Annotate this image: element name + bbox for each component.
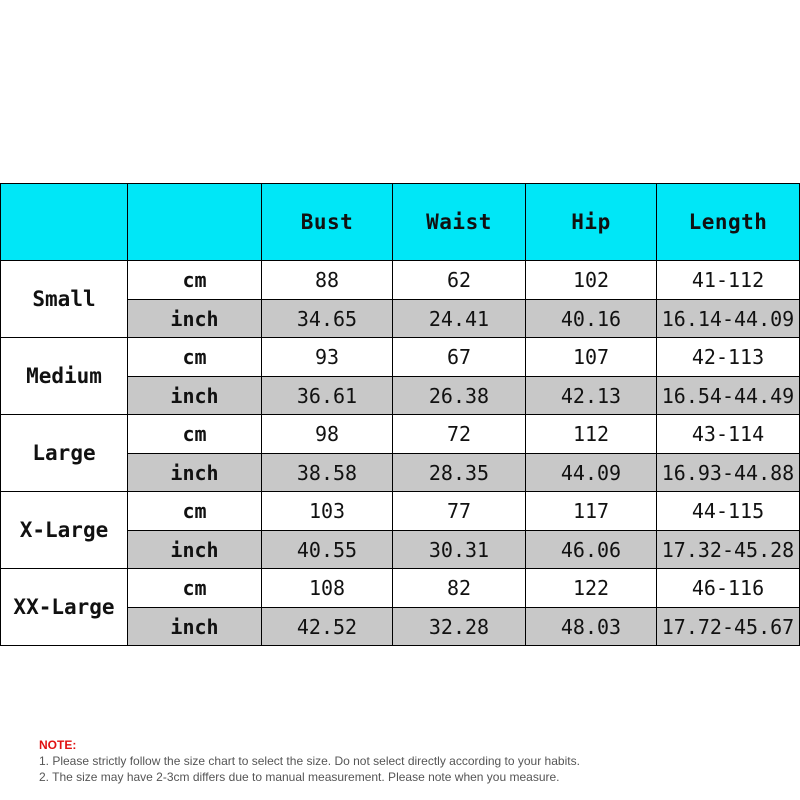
waist-cell: 30.31: [393, 531, 526, 569]
unit-label: inch: [128, 377, 262, 415]
unit-label: inch: [128, 531, 262, 569]
table-row: [1, 261, 800, 300]
note-block: [39, 737, 580, 785]
length-cell: 16.14-44.09: [657, 300, 800, 338]
waist-cell: 72: [393, 415, 526, 454]
waist-cell: 67: [393, 338, 526, 377]
length-cell: 46-116: [657, 569, 800, 608]
waist-cell: 62: [393, 261, 526, 300]
note-title: NOTE:: [39, 738, 77, 752]
header-cell-waist: Waist: [393, 184, 526, 261]
waist-cell: 82: [393, 569, 526, 608]
unit-label: cm: [128, 415, 262, 454]
waist-cell: 24.41: [393, 300, 526, 338]
size-label: Small: [1, 261, 128, 338]
waist-cell: 26.38: [393, 377, 526, 415]
hip-cell: 107: [526, 338, 657, 377]
size-chart-table: [0, 183, 800, 646]
hip-cell: 112: [526, 415, 657, 454]
table-row: [1, 492, 800, 531]
bust-cell: 103: [262, 492, 393, 531]
note-line: 2. The size may have 2-3cm differs due to manual measurement. Please note when you measure.: [39, 770, 560, 784]
waist-cell: 32.28: [393, 608, 526, 646]
bust-cell: 42.52: [262, 608, 393, 646]
table-row: [1, 569, 800, 608]
unit-label: inch: [128, 454, 262, 492]
hip-cell: 117: [526, 492, 657, 531]
bust-cell: 108: [262, 569, 393, 608]
hip-cell: 44.09: [526, 454, 657, 492]
length-cell: 17.32-45.28: [657, 531, 800, 569]
table-row: [1, 338, 800, 377]
length-cell: 16.54-44.49: [657, 377, 800, 415]
bust-cell: 88: [262, 261, 393, 300]
length-cell: 17.72-45.67: [657, 608, 800, 646]
hip-cell: 40.16: [526, 300, 657, 338]
unit-label: cm: [128, 338, 262, 377]
note-line: 1. Please strictly follow the size chart to select the size. Do not select directly according to your habits.: [39, 754, 580, 768]
unit-label: cm: [128, 569, 262, 608]
unit-label: inch: [128, 608, 262, 646]
unit-label: cm: [128, 261, 262, 300]
hip-cell: 122: [526, 569, 657, 608]
size-label: Large: [1, 415, 128, 492]
hip-cell: 46.06: [526, 531, 657, 569]
length-cell: 43-114: [657, 415, 800, 454]
length-cell: 41-112: [657, 261, 800, 300]
waist-cell: 77: [393, 492, 526, 531]
hip-cell: 42.13: [526, 377, 657, 415]
header-cell-size: [1, 184, 128, 261]
bust-cell: 40.55: [262, 531, 393, 569]
header-cell-bust: Bust: [262, 184, 393, 261]
unit-label: inch: [128, 300, 262, 338]
bust-cell: 93: [262, 338, 393, 377]
bust-cell: 36.61: [262, 377, 393, 415]
hip-cell: 102: [526, 261, 657, 300]
table-row: [1, 415, 800, 454]
bust-cell: 34.65: [262, 300, 393, 338]
header-cell-hip: Hip: [526, 184, 657, 261]
length-cell: 42-113: [657, 338, 800, 377]
length-cell: 16.93-44.88: [657, 454, 800, 492]
size-label: X-Large: [1, 492, 128, 569]
length-cell: 44-115: [657, 492, 800, 531]
size-label: XX-Large: [1, 569, 128, 646]
size-label: Medium: [1, 338, 128, 415]
waist-cell: 28.35: [393, 454, 526, 492]
bust-cell: 98: [262, 415, 393, 454]
bust-cell: 38.58: [262, 454, 393, 492]
unit-label: cm: [128, 492, 262, 531]
header-row: [1, 184, 800, 261]
hip-cell: 48.03: [526, 608, 657, 646]
header-cell-unit: [128, 184, 262, 261]
header-cell-length: Length: [657, 184, 800, 261]
